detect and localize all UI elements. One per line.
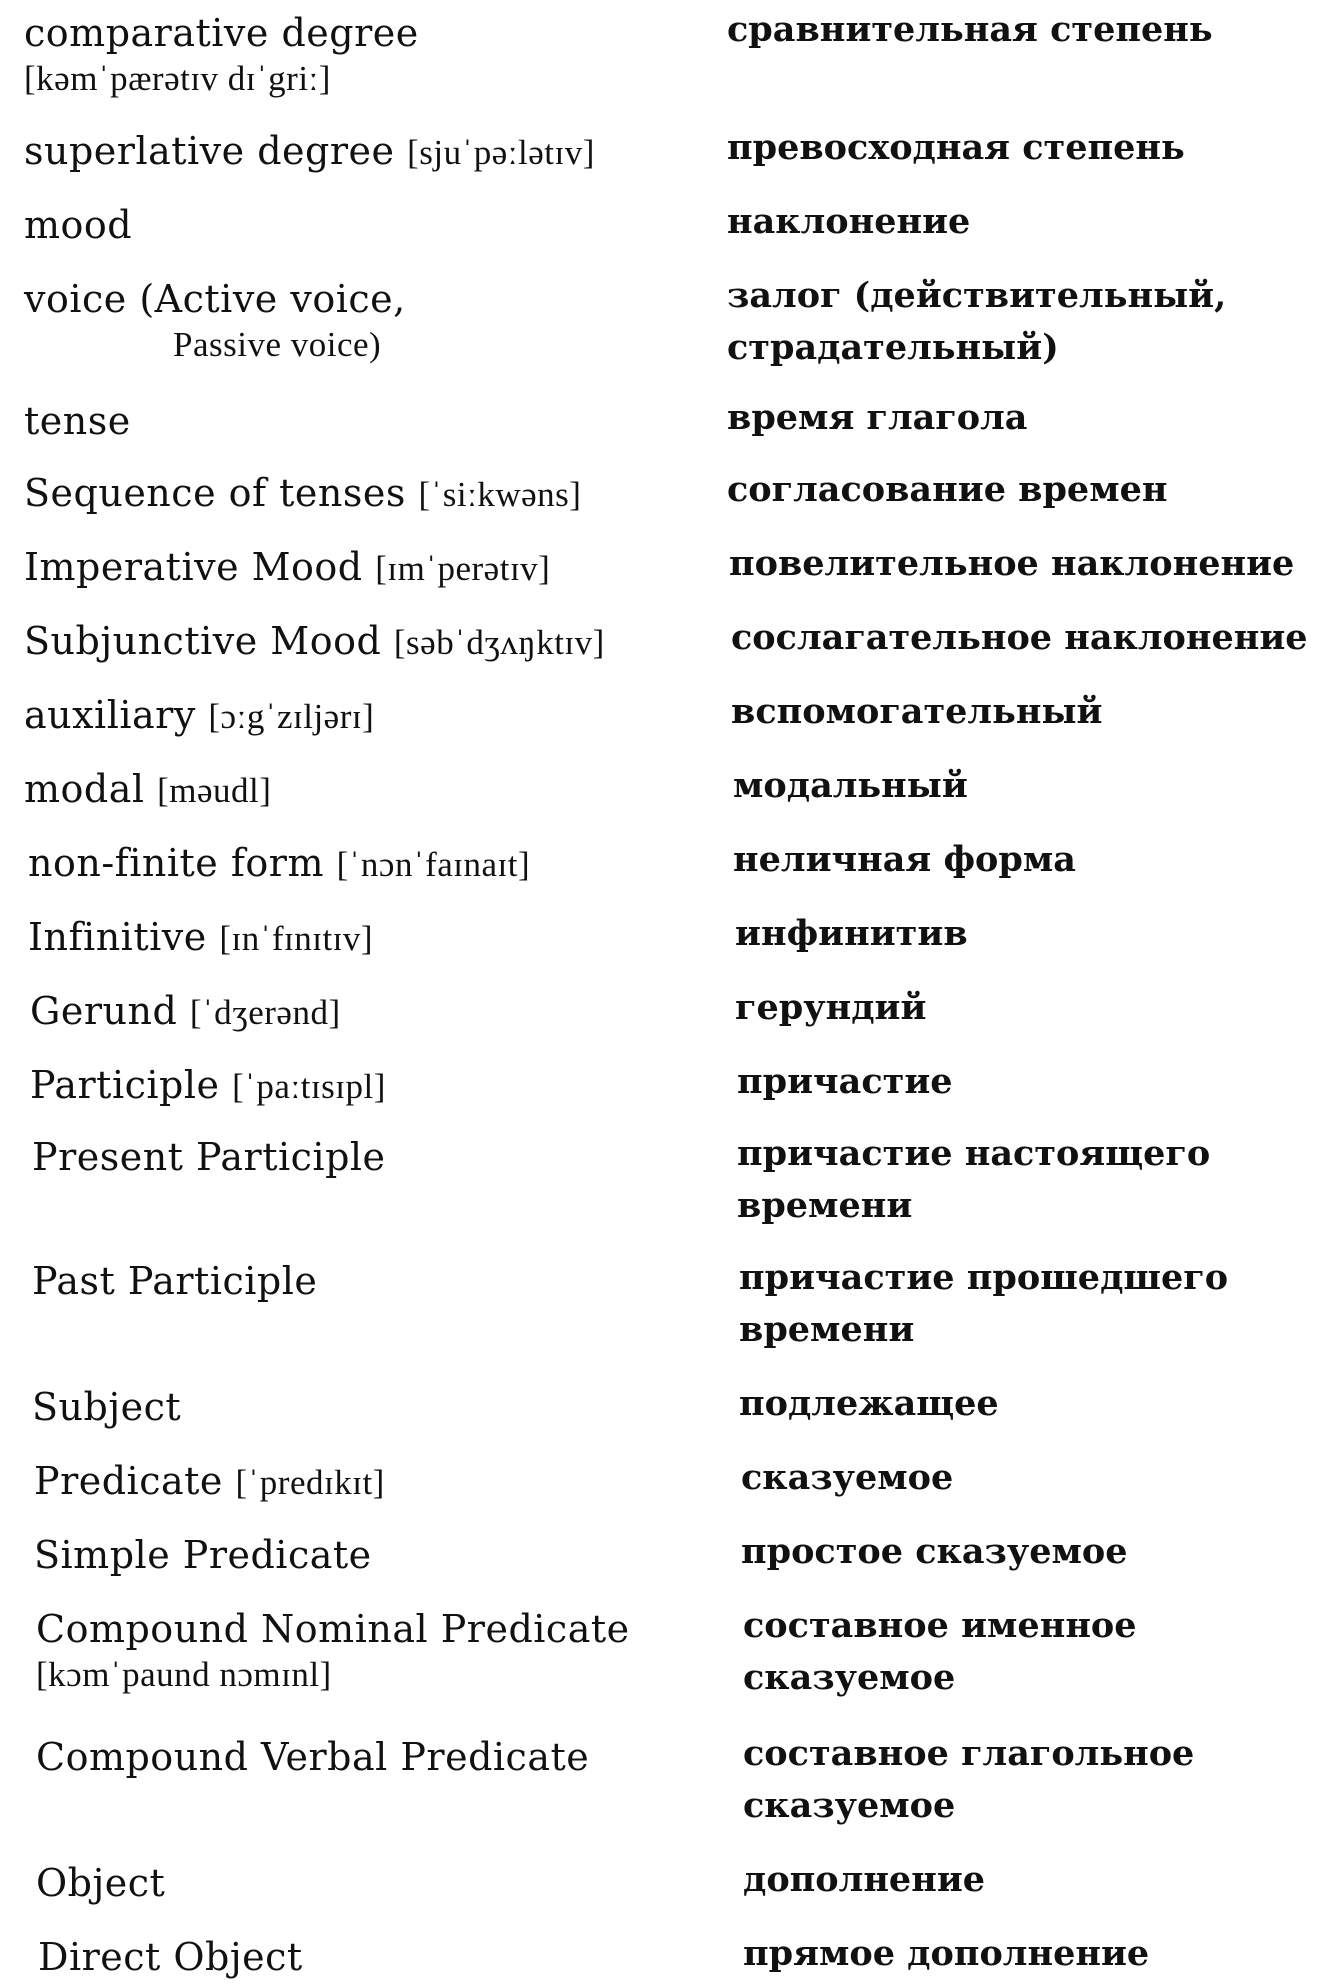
translation-line: причастие прошедшего bbox=[739, 1257, 1229, 1298]
translation bbox=[727, 122, 1327, 174]
translation-line: время глагола bbox=[727, 397, 1028, 438]
term bbox=[24, 544, 704, 592]
translation bbox=[741, 1452, 1341, 1504]
translation-line: страдательный) bbox=[727, 327, 1059, 368]
term bbox=[24, 618, 704, 666]
term bbox=[24, 10, 704, 102]
translation bbox=[743, 1728, 1342, 1832]
term-text: Predicate bbox=[34, 1459, 223, 1503]
translation-line: прямое дополнение bbox=[743, 1933, 1150, 1974]
translation-line: инфинитив bbox=[735, 913, 968, 954]
translation-line: составное именное bbox=[743, 1605, 1137, 1646]
term-text: non-finite form bbox=[28, 841, 324, 885]
term bbox=[24, 398, 704, 444]
term-text: tense bbox=[24, 399, 131, 443]
term bbox=[36, 1734, 716, 1780]
term-text: Gerund bbox=[30, 989, 178, 1033]
translation bbox=[743, 1854, 1342, 1906]
term bbox=[36, 1860, 716, 1906]
translation bbox=[739, 1252, 1339, 1356]
term-text: Direct Object bbox=[38, 1935, 303, 1979]
translation-line: составное глагольное bbox=[743, 1733, 1195, 1774]
translation bbox=[727, 196, 1327, 248]
translation bbox=[735, 908, 1335, 960]
translation bbox=[743, 1928, 1342, 1980]
term-text: auxiliary bbox=[24, 693, 196, 737]
translation bbox=[727, 464, 1327, 516]
term-transcription: [ɔːgˈzɪljərɪ] bbox=[208, 697, 375, 736]
term bbox=[24, 470, 704, 518]
translation-line: простое сказуемое bbox=[741, 1531, 1128, 1572]
term bbox=[24, 202, 704, 248]
term-transcription: [ˈsiːkwəns] bbox=[418, 475, 582, 514]
term-text: mood bbox=[24, 203, 133, 247]
term-text: Past Participle bbox=[32, 1259, 318, 1303]
translation bbox=[743, 1600, 1342, 1704]
term-continuation: [kɔmˈpaund nɔmɪnl] bbox=[36, 1655, 332, 1694]
translation bbox=[727, 392, 1327, 444]
translation-line: сказуемое bbox=[743, 1657, 956, 1698]
term bbox=[24, 692, 704, 740]
translation-line: повелительное наклонение bbox=[729, 543, 1295, 584]
term-transcription: [ˈnɔnˈfaɪnaɪt] bbox=[336, 845, 531, 884]
term bbox=[32, 1134, 712, 1180]
term-transcription: [ˈpaːtɪsɪpl] bbox=[232, 1067, 386, 1106]
term-transcription: [sjuˈpəːlətɪv] bbox=[407, 133, 595, 172]
term-text: Imperative Mood bbox=[24, 545, 363, 589]
term-text: Subject bbox=[32, 1385, 182, 1429]
term bbox=[34, 1458, 714, 1506]
translation bbox=[741, 1526, 1341, 1578]
term-continuation: Passive voice) bbox=[173, 325, 382, 364]
translation bbox=[731, 612, 1331, 664]
term-text: comparative degree bbox=[24, 11, 419, 55]
term-text: Subjunctive Mood bbox=[24, 619, 382, 663]
term-transcription: [ɪnˈfɪnɪtɪv] bbox=[219, 919, 374, 958]
term-transcription: [səbˈdʒʌŋktɪv] bbox=[393, 623, 605, 662]
term-text: modal bbox=[24, 767, 145, 811]
term-text: Participle bbox=[30, 1063, 220, 1107]
translation bbox=[735, 982, 1335, 1034]
translation-line: сослагательное наклонение bbox=[731, 617, 1308, 658]
term-text: Compound Verbal Predicate bbox=[36, 1735, 590, 1779]
term bbox=[28, 914, 708, 962]
term-transcription: [ɪmˈperətɪv] bbox=[375, 549, 551, 588]
term-text: superlative degree bbox=[24, 129, 395, 173]
term-text: Sequence of tenses bbox=[24, 471, 406, 515]
translation-line: времени bbox=[739, 1309, 915, 1350]
translation bbox=[731, 686, 1331, 738]
term-text: Compound Nominal Predicate bbox=[36, 1607, 630, 1651]
translation-line: причастие настоящего bbox=[737, 1133, 1211, 1174]
translation bbox=[733, 760, 1333, 812]
translation-line: вспомогательный bbox=[731, 691, 1103, 732]
translation bbox=[737, 1056, 1337, 1108]
term-text: Present Participle bbox=[32, 1135, 386, 1179]
translation bbox=[733, 834, 1333, 886]
term-transcription: [ˈdʒerənd] bbox=[189, 993, 341, 1032]
term-transcription: [ˈpredɪkɪt] bbox=[235, 1463, 385, 1502]
translation-line: дополнение bbox=[743, 1859, 986, 1900]
term bbox=[24, 766, 704, 814]
term-text: Infinitive bbox=[28, 915, 207, 959]
term-transcription: [məudl] bbox=[157, 771, 272, 810]
term bbox=[34, 1532, 714, 1578]
translation-line: подлежащее bbox=[739, 1383, 999, 1424]
translation-line: времени bbox=[737, 1185, 913, 1226]
term-text: Object bbox=[36, 1861, 166, 1905]
translation bbox=[737, 1128, 1337, 1232]
term bbox=[24, 276, 704, 368]
translation bbox=[727, 270, 1327, 374]
term bbox=[30, 988, 710, 1036]
translation bbox=[739, 1378, 1339, 1430]
translation bbox=[729, 538, 1329, 590]
translation-line: модальный bbox=[733, 765, 968, 806]
translation-line: превосходная степень bbox=[727, 127, 1185, 168]
translation-line: неличная форма bbox=[733, 839, 1076, 880]
translation-line: сказуемое bbox=[743, 1785, 956, 1826]
term-continuation: [kəmˈpærətɪv dɪˈgriː] bbox=[24, 59, 331, 98]
term-text: voice (Active voice, bbox=[24, 277, 406, 321]
term bbox=[36, 1606, 716, 1698]
term-text: Simple Predicate bbox=[34, 1533, 372, 1577]
term bbox=[38, 1934, 718, 1980]
translation-line: сказуемое bbox=[741, 1457, 954, 1498]
term bbox=[32, 1258, 712, 1304]
term bbox=[28, 840, 708, 888]
term bbox=[24, 128, 704, 176]
term bbox=[32, 1384, 712, 1430]
translation-line: герундий bbox=[735, 987, 927, 1028]
translation-line: наклонение bbox=[727, 201, 971, 242]
translation bbox=[727, 4, 1327, 56]
term bbox=[30, 1062, 710, 1110]
translation-line: согласование времен bbox=[727, 469, 1168, 510]
translation-line: сравнительная степень bbox=[727, 9, 1213, 50]
translation-line: залог (действительный, bbox=[727, 275, 1227, 316]
translation-line: причастие bbox=[737, 1061, 953, 1102]
